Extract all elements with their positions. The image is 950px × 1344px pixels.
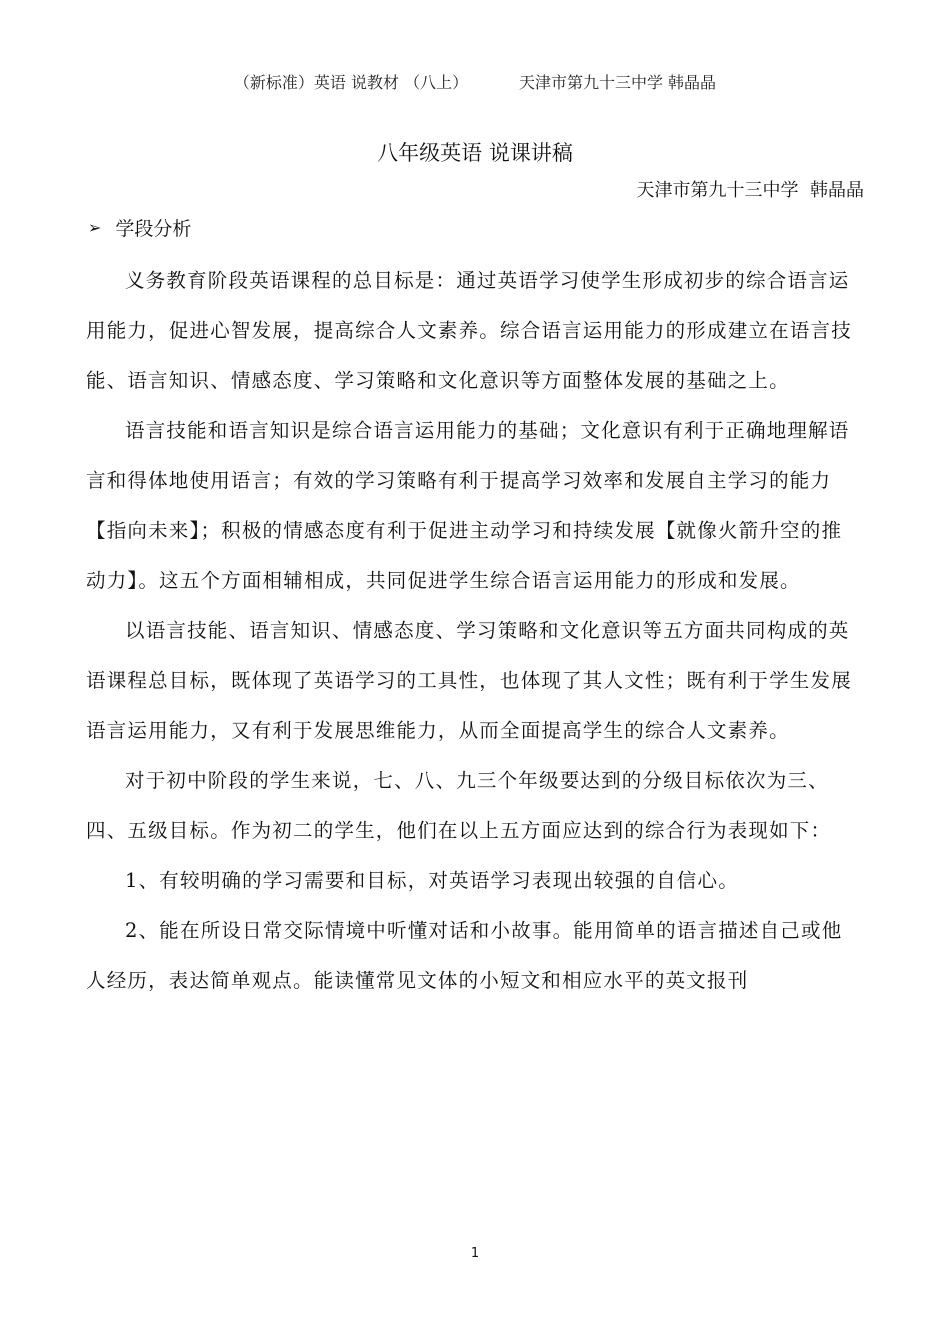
header-left: （新标准）英语 说教材 （八上） (233, 73, 469, 92)
paragraph-2: 语言技能和语言知识是综合语言运用能力的基础；文化意识有利于正确地理解语言和得体地使用语言；有效的学习策略有利于提高学习效率和发展自主学习的能力【指向未来】；积极的情感态度有利于促进主动学习和持续发展【就像火箭升空的推动力】。这五个方面相辅相成，共同促进学生综合语言运用能力的形成和发展。 (86, 419, 850, 592)
paragraph-3: 以语言技能、语言知识、情感态度、学习策略和文化意识等五方面共同构成的英语课程总目标，既体现了英语学习的工具性，也体现了其人文性；既有利于学生发展语言运用能力，又有利于发展思维能力，从而全面提高学生的综合人文素养。 (86, 619, 852, 742)
document-title: 八年级英语 说课讲稿 (377, 141, 573, 165)
header-right: 天津市第九十三中学 韩晶晶 (518, 73, 717, 92)
section-heading (88, 214, 191, 241)
body-text (86, 256, 862, 1006)
section-heading-text: 学段分析 (115, 218, 192, 240)
paragraph-1: 义务教育阶段英语课程的总目标是：通过英语学习使学生形成初步的综合语言运用能力，促进心智发展，提高综合人文素养。综合语言运用能力的形成建立在语言技能、语言知识、情感态度、学习策略和文化意识等方面整体发展的基础之上。 (86, 269, 852, 392)
running-header (0, 70, 950, 93)
list-item-1: 1、有较明确的学习需要和目标，对英语学习表现出较强的自信心。 (125, 869, 739, 892)
page-number: 1 (470, 1246, 480, 1261)
author-line: 天津市第九十三中学 韩晶晶 (636, 180, 864, 201)
paragraph-4: 对于初中阶段的学生来说，七、八、九三个年级要达到的分级目标依次为三、四、五级目标。作为初二的学生，他们在以上五方面应达到的综合行为表现如下： (86, 769, 832, 842)
list-item-2: 2、能在所设日常交际情境中听懂对话和小故事。能用简单的语言描述自己或他人经历，表达简单观点。能读懂常见文体的小短文和相应水平的英文报刊 (86, 919, 843, 992)
arrow-bullet-icon: ➢ (88, 218, 102, 237)
